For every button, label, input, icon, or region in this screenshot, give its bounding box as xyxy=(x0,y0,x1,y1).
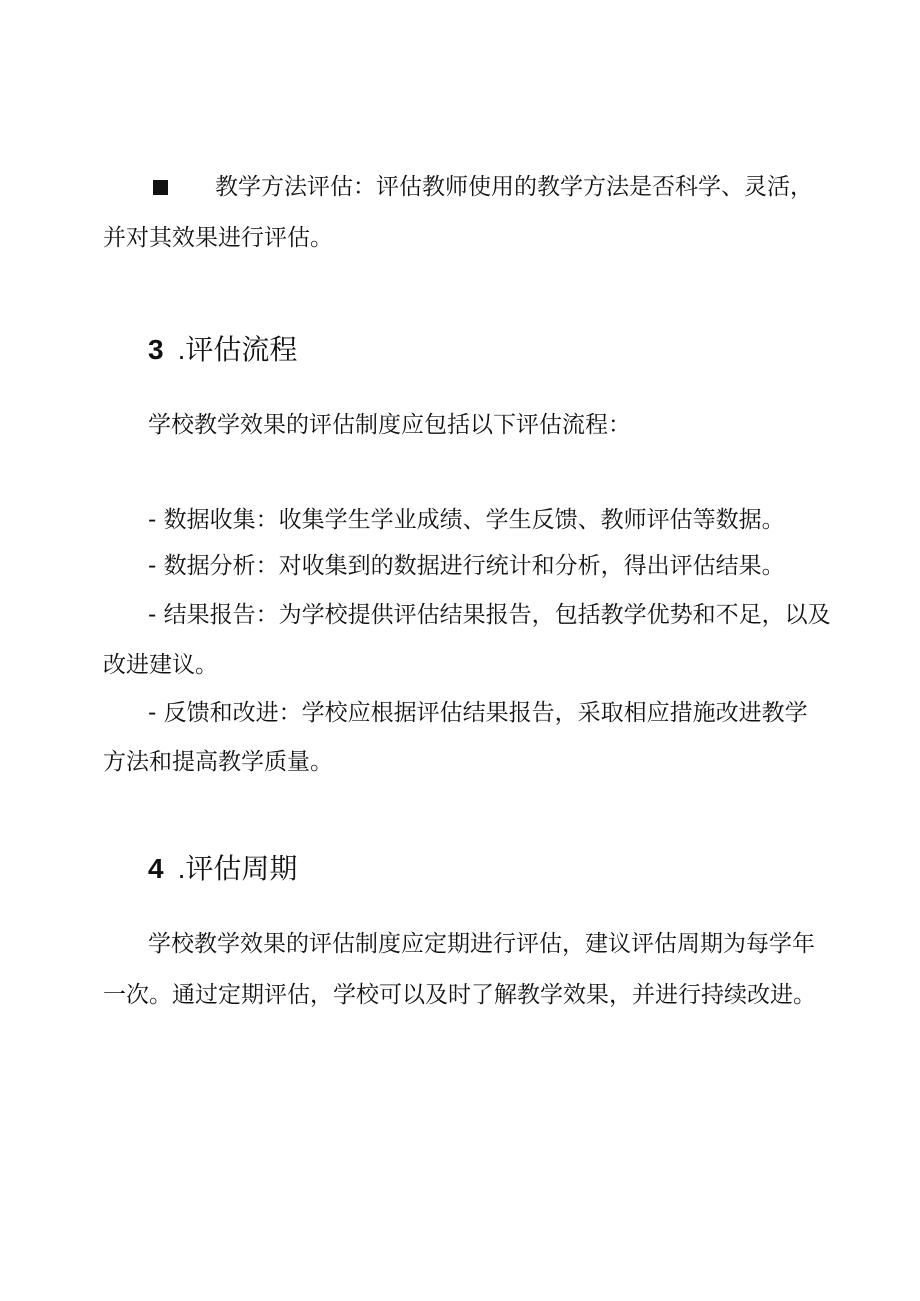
list-item-data-collection: - 数据收集：收集学生学业成绩、学生反馈、教师评估等数据。 xyxy=(148,507,785,533)
list-item-feedback-line1: - 反馈和改进：学校应根据评估结果报告，采取相应措施改进教学 xyxy=(148,700,808,726)
list-item-data-analysis: - 数据分析：对收集到的数据进行统计和分析，得出评估结果。 xyxy=(148,553,785,579)
bullet-text-line1: 教学方法评估：评估教师使用的教学方法是否科学、灵活， xyxy=(215,174,813,200)
section3-lead-paragraph: 学校教学效果的评估制度应包括以下评估流程： xyxy=(148,412,631,438)
section-title: .评估周期 xyxy=(177,853,298,884)
section4-paragraph-line2: 一次。通过定期评估，学校可以及时了解教学效果，并进行持续改进。 xyxy=(103,982,816,1008)
list-item-result-report-line1: - 结果报告：为学校提供评估结果报告，包括教学优势和不足，以及 xyxy=(148,602,831,628)
bullet-text-line2: 并对其效果进行评估。 xyxy=(103,225,333,251)
list-item-result-report-line2: 改进建议。 xyxy=(103,652,218,678)
section4-paragraph-line1: 学校教学效果的评估制度应定期进行评估，建议评估周期为每学年 xyxy=(148,931,815,957)
section-heading-4 xyxy=(148,852,297,886)
section-number: 4 xyxy=(148,853,164,884)
section-title: .评估流程 xyxy=(177,334,298,365)
section-number: 3 xyxy=(148,334,164,365)
square-bullet-icon xyxy=(153,180,168,195)
section-heading-3 xyxy=(148,333,297,367)
list-item-feedback-line2: 方法和提高教学质量。 xyxy=(103,749,333,775)
